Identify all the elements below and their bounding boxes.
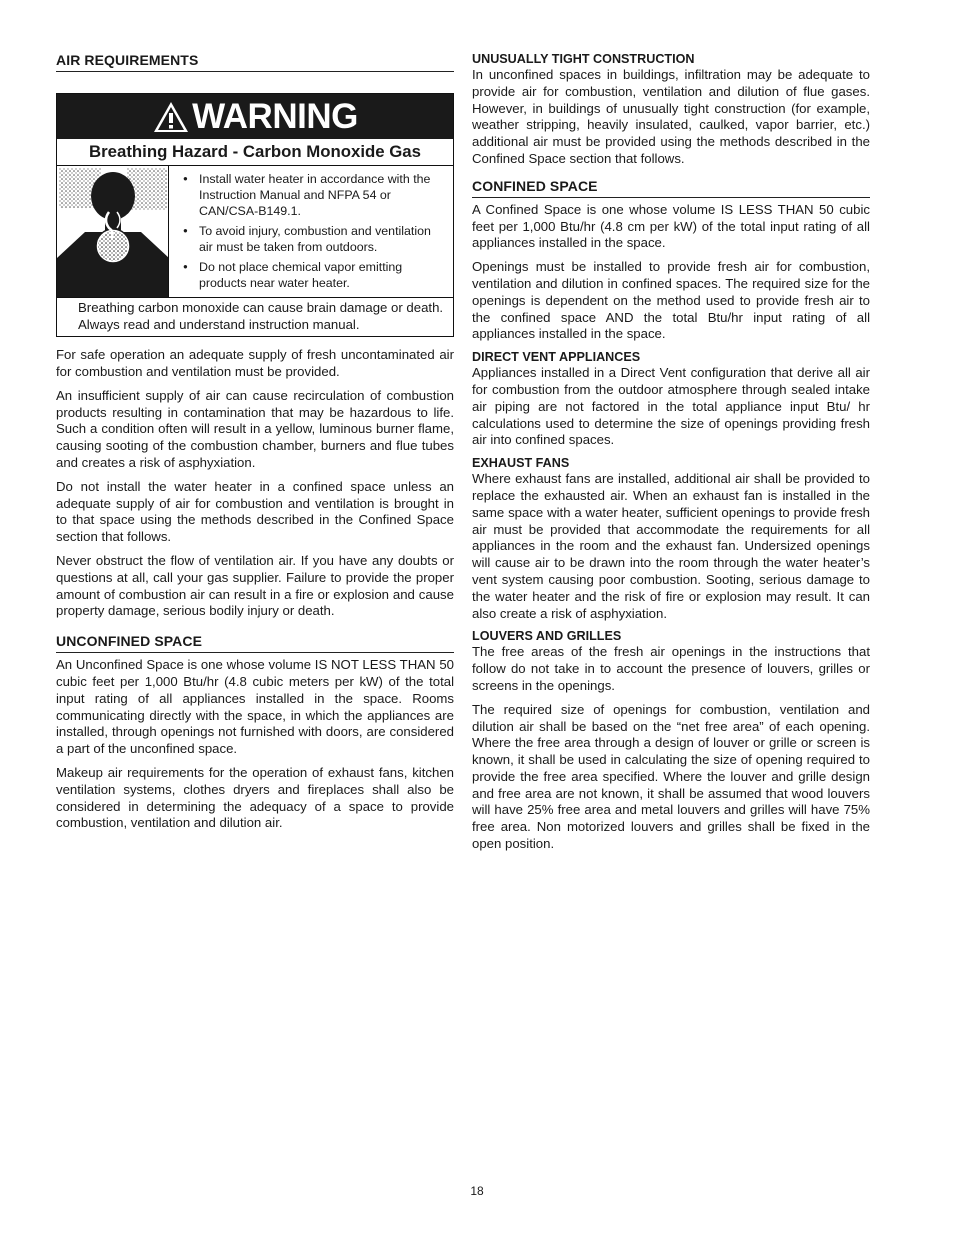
paragraph: Never obstruct the flow of ventilation air. If you have any doubts or questions at all, call your gas supplier. Failure to provide the proper amount of combustion air can result in a fire or explosion and cause property damage, serious bodily injury or death. [56, 552, 454, 619]
paragraph: A Confined Space is one whose volume IS LESS THAN 50 cubic feet per 1,000 Btu/hr (4.8 cm per kW) of the total input rating of all appliances installed in the space. [472, 201, 870, 251]
warning-bullet: ● Do not place chemical vapor emitting products near water heater. [183, 259, 445, 291]
paragraph: The required size of openings for combustion, ventilation and dilution air shall be based on the “net free area” of each opening. Where the free area through a design of louver or grille or screen is known, it shall be used in calculating the size of opening required to provide the free area specified. Where the louver and grille design and free area are not known, it shall be assumed that wood louvers will have 25% free area and metal louvers and grilles will have 75% free area. Non motorized louvers and grilles shall be fixed in the open position. [472, 701, 870, 852]
left-column [56, 52, 454, 839]
tight-construction-heading: UNUSUALLY TIGHT CONSTRUCTION [472, 52, 695, 66]
paragraph: Where exhaust fans are installed, additional air shall be provided to replace the exhausted air. When an exhaust fan is installed in the same space with a water heater, sufficient openings to provide fresh air must be provided that accommodate the requirements for all appliances in the room and the exhaust fan. Undersized openings will cause air to be drawn into the room through the water heater’s vent system causing poor combustion. Sooting, serious damage to the water heater and the risk of fire or explosion may result. It can also create a risk of asphyxiation. [472, 471, 870, 621]
paragraph: The free areas of the fresh air openings in the instructions that follow do not take in to account the presence of louvers, grilles or screens in the openings. [472, 644, 870, 693]
paragraph: Appliances installed in a Direct Vent configuration that derive all air for combustion from the outdoor atmosphere through sealed intake air piping are not factored in the total appliance input Btu/ hr calculations used to determine the size of openings providing fresh air into confined spaces. [472, 365, 870, 448]
air-requirements-heading: AIR REQUIREMENTS [56, 52, 454, 72]
warning-box [56, 93, 454, 337]
warning-content [57, 166, 453, 298]
paragraph: In unconfined spaces in buildings, infiltration may be adequate to provide air for combustion, ventilation and dilution of flue gases. However, in buildings of unusually tight construction (for example, weather stripping, heavily insulated, caulked, vapor barrier, etc.) additional air must be provided using the methods described in the Confined Space section that follows. [472, 67, 870, 166]
right-column [472, 52, 870, 860]
louvers-grilles-heading: LOUVERS AND GRILLES [472, 629, 622, 644]
warning-word: WARNING [192, 97, 358, 136]
direct-vent-heading: DIRECT VENT APPLIANCES [472, 350, 641, 365]
paragraph: An Unconfined Space is one whose volume IS NOT LESS THAN 50 cubic feet per 1,000 Btu/hr (4.8 cubic meters per kW) of the total input rating of all appliances installed in the space. Rooms communicating directly with the space, in which the appliances are installed, through openings not furnished with doors, are considered a part of the unconfined space. [56, 657, 454, 757]
paragraph: Openings must be installed to provide fresh air for combustion, ventilation and dilution in confined spaces. The required size for the openings is dependent on the method used to provide fresh air to the confined space AND the total Btu/hr input rating of all appliances installed in the space. [472, 259, 870, 342]
unconfined-space-heading: UNCONFINED SPACE [56, 633, 454, 653]
paragraph: Makeup air requirements for the operation of exhaust fans, kitchen ventilation systems, clothes dryers and fireplaces shall also be considered in determining the adequacy of a space to provide combustion, ventilation and dilution air. [56, 764, 454, 831]
warning-subtitle: Breathing Hazard - Carbon Monoxide Gas [57, 139, 453, 166]
exhaust-fans-heading: EXHAUST FANS [472, 456, 570, 471]
warning-bullet: ● To avoid injury, combustion and ventilation air must be taken from outdoors. [183, 223, 445, 255]
warning-banner [57, 94, 453, 139]
warning-bullet-list [169, 166, 453, 297]
paragraph: An insufficient supply of air can cause recirculation of combustion products resulting in contamination that may be hazardous to life. Such a condition often will result in a yellow, luminous burner flame, causing sooting of the combustion chamber, burners and flue tubes and creates a risk of asphyxiation. [56, 387, 454, 470]
warning-triangle-icon [152, 100, 190, 134]
paragraph: Do not install the water heater in a confined space unless an adequate supply of air for combustion and ventilation is brought in to that space using the methods described in the Confined Space section that follows. [56, 478, 454, 545]
paragraph: For safe operation an adequate supply of fresh uncontaminated air for combustion and ventilation must be provided. [56, 347, 454, 379]
warning-bullet: ● Install water heater in accordance with the Instruction Manual and NFPA 54 or CAN/CSA-B149.1. [183, 171, 445, 219]
page-number: 18 [470, 1184, 484, 1198]
carbon-monoxide-hazard-icon [57, 166, 169, 297]
confined-space-heading: CONFINED SPACE [472, 178, 870, 198]
warning-footer: Breathing carbon monoxide can cause brain damage or death. Always read and understand instruction manual. [78, 300, 444, 332]
